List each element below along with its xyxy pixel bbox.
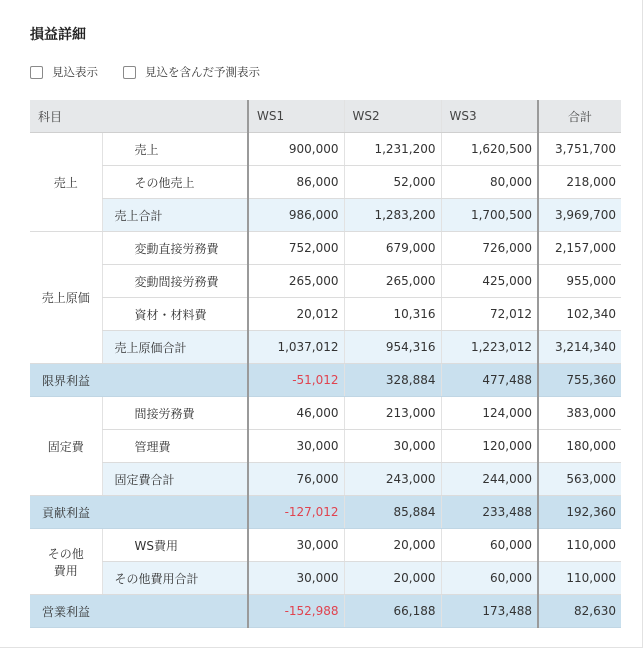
- profit-row-contribution: [30, 496, 621, 529]
- cell-ws3: 1,700,500: [441, 199, 538, 232]
- cell-ws2: 328,884: [344, 364, 441, 397]
- cell-ws2: 20,000: [344, 529, 441, 562]
- cell-total: 3,751,700: [538, 133, 621, 166]
- profit-label: 貢献利益: [30, 496, 248, 529]
- cell-total: 180,000: [538, 430, 621, 463]
- profit-label: 限界利益: [30, 364, 248, 397]
- page-title: 損益詳細: [30, 27, 86, 43]
- row-label: 変動間接労務費: [102, 265, 248, 298]
- row-label: 資材・材料費: [102, 298, 248, 331]
- cell-ws1: -51,012: [248, 364, 344, 397]
- subtotal-label: その他費用合計: [102, 562, 248, 595]
- table-row: [30, 397, 621, 430]
- profit-row-operating: [30, 595, 621, 628]
- row-label: 管理費: [102, 430, 248, 463]
- cell-total: 563,000: [538, 463, 621, 496]
- cell-ws2: 10,316: [344, 298, 441, 331]
- cell-ws2: 1,283,200: [344, 199, 441, 232]
- cell-ws2: 52,000: [344, 166, 441, 199]
- category-other-expenses: [30, 529, 102, 595]
- cell-ws1: 76,000: [248, 463, 344, 496]
- row-label: 売上: [102, 133, 248, 166]
- cell-ws3: 233,488: [441, 496, 538, 529]
- cell-total: 102,340: [538, 298, 621, 331]
- forecast-projection-label: 見込を含んだ予測表示: [145, 65, 260, 79]
- table-row: [30, 529, 621, 562]
- cell-ws3: 120,000: [441, 430, 538, 463]
- cell-ws2: 679,000: [344, 232, 441, 265]
- cell-total: 755,360: [538, 364, 621, 397]
- cell-ws3: 1,620,500: [441, 133, 538, 166]
- table-row: [30, 430, 621, 463]
- cell-ws3: 244,000: [441, 463, 538, 496]
- table-row: [30, 265, 621, 298]
- cell-total: 2,157,000: [538, 232, 621, 265]
- subtotal-label: 売上合計: [102, 199, 248, 232]
- cell-ws1: 1,037,012: [248, 331, 344, 364]
- cell-ws3: 80,000: [441, 166, 538, 199]
- cell-ws1: 900,000: [248, 133, 344, 166]
- profit-label: 営業利益: [30, 595, 248, 628]
- table-row: [30, 298, 621, 331]
- subtotal-row: [30, 199, 621, 232]
- show-forecast-checkbox[interactable]: [30, 64, 98, 80]
- cell-ws1: 265,000: [248, 265, 344, 298]
- cell-ws3: 124,000: [441, 397, 538, 430]
- cell-ws1: 46,000: [248, 397, 344, 430]
- show-forecast-label: 見込表示: [52, 65, 98, 79]
- cell-total: 82,630: [538, 595, 621, 628]
- column-header-total: 合計: [538, 100, 621, 133]
- cell-ws3: 60,000: [441, 529, 538, 562]
- category-cogs: 売上原価: [30, 232, 102, 364]
- table-row: [30, 232, 621, 265]
- cell-ws3: 1,223,012: [441, 331, 538, 364]
- category-label-line2: 費用: [53, 563, 78, 578]
- subtotal-label: 固定費合計: [102, 463, 248, 496]
- subtotal-row: [30, 463, 621, 496]
- cell-total: 192,360: [538, 496, 621, 529]
- cell-total: 110,000: [538, 529, 621, 562]
- cell-ws2: 213,000: [344, 397, 441, 430]
- cell-ws2: 1,231,200: [344, 133, 441, 166]
- row-label: 変動直接労務費: [102, 232, 248, 265]
- row-label: その他売上: [102, 166, 248, 199]
- checkbox-icon[interactable]: [30, 66, 43, 79]
- cell-total: 3,214,340: [538, 331, 621, 364]
- cell-ws2: 85,884: [344, 496, 441, 529]
- column-header-ws2: WS2: [344, 100, 441, 133]
- cell-ws3: 72,012: [441, 298, 538, 331]
- cell-ws3: 726,000: [441, 232, 538, 265]
- category-label-line1: その他: [47, 546, 84, 561]
- cell-total: 218,000: [538, 166, 621, 199]
- category-sales: 売上: [30, 133, 102, 232]
- row-label: WS費用: [102, 529, 248, 562]
- cell-total: 3,969,700: [538, 199, 621, 232]
- profit-row-marginal: [30, 364, 621, 397]
- category-fixed: 固定費: [30, 397, 102, 496]
- row-label: 間接労務費: [102, 397, 248, 430]
- cell-ws2: 66,188: [344, 595, 441, 628]
- cell-ws2: 954,316: [344, 331, 441, 364]
- cell-total: 110,000: [538, 562, 621, 595]
- cell-total: 383,000: [538, 397, 621, 430]
- table-row: [30, 166, 621, 199]
- column-header-ws1: WS1: [248, 100, 344, 133]
- cell-ws1: -127,012: [248, 496, 344, 529]
- subtotal-row: [30, 562, 621, 595]
- cell-ws3: 425,000: [441, 265, 538, 298]
- cell-ws2: 20,000: [344, 562, 441, 595]
- cell-ws1: 30,000: [248, 529, 344, 562]
- cell-ws3: 477,488: [441, 364, 538, 397]
- cell-ws2: 265,000: [344, 265, 441, 298]
- cell-ws3: 173,488: [441, 595, 538, 628]
- profit-loss-table: [30, 100, 621, 628]
- cell-ws2: 30,000: [344, 430, 441, 463]
- forecast-projection-checkbox[interactable]: [123, 64, 260, 80]
- table-row: [30, 133, 621, 166]
- column-header-ws3: WS3: [441, 100, 538, 133]
- subtotal-label: 売上原価合計: [102, 331, 248, 364]
- cell-total: 955,000: [538, 265, 621, 298]
- column-header-item: 科目: [30, 100, 248, 133]
- cell-ws1: 986,000: [248, 199, 344, 232]
- cell-ws3: 60,000: [441, 562, 538, 595]
- cell-ws1: -152,988: [248, 595, 344, 628]
- cell-ws1: 30,000: [248, 562, 344, 595]
- cell-ws1: 20,012: [248, 298, 344, 331]
- cell-ws1: 86,000: [248, 166, 344, 199]
- cell-ws2: 243,000: [344, 463, 441, 496]
- table-header-row: [30, 100, 621, 133]
- checkbox-icon[interactable]: [123, 66, 136, 79]
- cell-ws1: 752,000: [248, 232, 344, 265]
- cell-ws1: 30,000: [248, 430, 344, 463]
- subtotal-row: [30, 331, 621, 364]
